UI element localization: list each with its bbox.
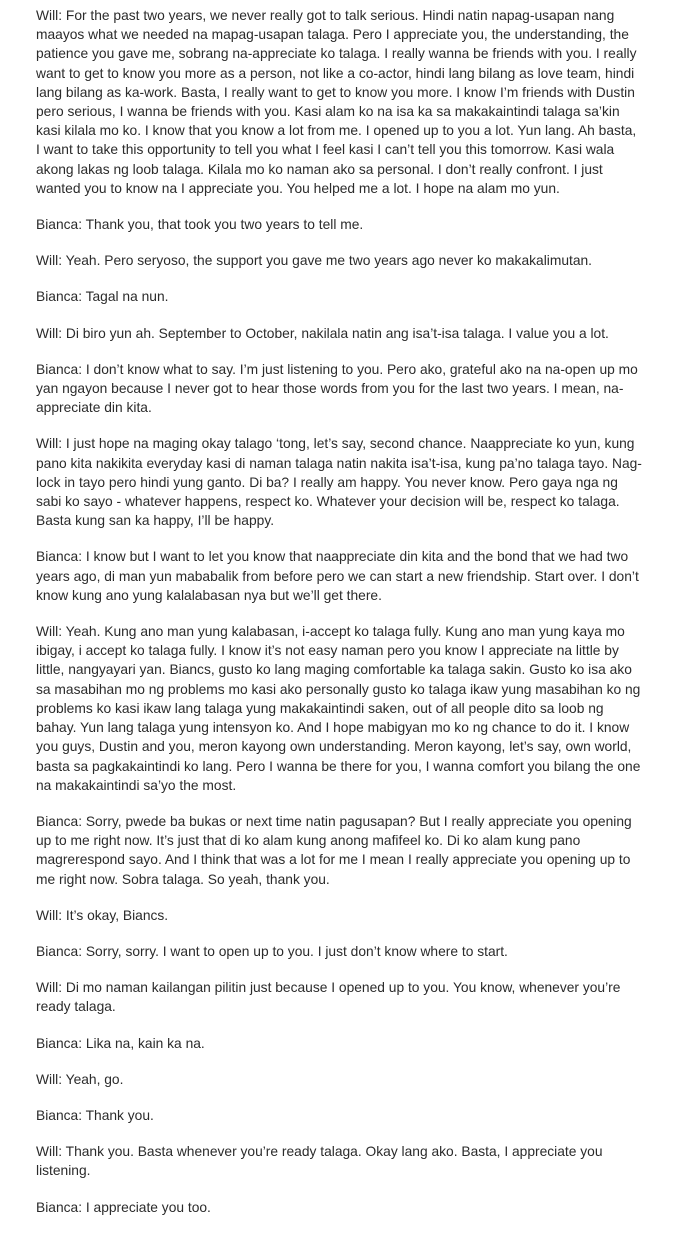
transcript-line: Will: It’s okay, Biancs.: [36, 907, 169, 923]
speaker-name: Bianca: [36, 1199, 79, 1215]
speaker-name: Bianca: [36, 289, 79, 305]
transcript-line: Will: I just hope na maging okay talago ‘tong, let’s say, second chance. Naappreciate ko yun, kung pano kita nakikita everyday kasi di naman talaga natin nakita isa’t-isa, kung pa’no talaga tayo. Nag-lock in tayo pero hindi yung ganto. Di ba? I really am happy. You never know. Pero gaya nga ng sabi ko sayo - whatever happens, respect ko. Whatever your decision will be, respect ko talaga. Basta kung san ka happy, I’ll be happy.: [36, 436, 642, 529]
speaker-name: Will: [36, 8, 59, 23]
speaker-name: Bianca: [36, 361, 79, 377]
transcript-line: Bianca: Lika na, kain ka na.: [36, 1035, 205, 1051]
line-text: Yeah. Kung ano man yung kalabasan, i-accept ko talaga fully. Kung ano man yung kaya mo ibigay, i accept ko talaga fully. I know it’s not easy naman pero you know I appreciate na little by little, nangyayari yan. Biancs, gusto ko lang maging comfortable ka talaga sakin. Gusto ko isa ako sa masabihan mo ng problems mo kasi ako personally gusto ko talaga ikaw yung masabihan ko ng problems ko kasi ikaw lang talaga yung makakaintindi saken, out of all people dito sa loob ng bahay. Yun lang talaga yung intensyon ko. And I hope mabigyan mo ko ng chance to do it. I know you guys, Dustin and you, meron kayong own understanding. Meron kayong, let’s say, own world, basta sa pagkakaintindi ko lang. Pero I wanna be there for you, I wanna comfort you bilang the one na makakaintindi sa’yo the most.: [36, 624, 641, 793]
transcript-line: Bianca: Sorry, sorry. I want to open up to you. I just don’t know where to start.: [36, 943, 508, 959]
transcript-line: Will: Thank you. Basta whenever you’re ready talaga. Okay lang ako. Basta, I appreciate you listening.: [36, 1144, 603, 1179]
speaker-name: Bianca: [36, 1035, 79, 1051]
line-text: I just hope na maging okay talago ‘tong, let’s say, second chance. Naappreciate ko yun, kung pano kita nakikita everyday kasi di naman talaga natin nakita isa’t-isa, kung pa’no talaga tayo. Nag-lock in tayo pero hindi yung ganto. Di ba? I really am happy. You never know. Pero gaya nga ng sabi ko sayo - whatever happens, respect ko. Whatever your decision will be, respect ko talaga. Basta kung san ka happy, I’ll be happy.: [36, 436, 642, 529]
speaker-name: Bianca: [36, 1107, 79, 1123]
speaker-name: Bianca: [36, 943, 79, 959]
transcript-line: Bianca: Sorry, pwede ba bukas or next time natin pagusapan? But I really appreciate you opening up to me right now. It’s just that di ko alam kung anong mafifeel ko. Di ko alam kung pano magrerespond sayo. And I think that was a lot for me I mean I really appreciate you opening up to me right now. Sobra talaga. So yeah, thank you.: [36, 813, 632, 887]
speaker-name: Bianca: [36, 549, 79, 565]
speaker-name: Will: [36, 253, 59, 269]
line-text: Thank you. Basta whenever you’re ready talaga. Okay lang ako. Basta, I appreciate you listening.: [36, 1144, 603, 1179]
speaker-name: Bianca: [36, 217, 79, 233]
line-text: Sorry, sorry. I want to open up to you. I just don’t know where to start.: [85, 943, 508, 959]
line-text: Sorry, pwede ba bukas or next time natin pagusapan? But I really appreciate you opening up to me right now. It’s just that di ko alam kung anong mafifeel ko. Di ko alam kung pano magrerespond sayo. And I think that was a lot for me I mean I really appreciate you opening up to me right now. Sobra talaga. So yeah, thank you.: [36, 813, 632, 887]
transcript-line: Bianca: I appreciate you too.: [36, 1199, 211, 1215]
speaker-name: Will: [36, 980, 59, 996]
line-text: Yeah. Pero seryoso, the support you gave me two years ago never ko makakalimutan.: [65, 253, 593, 269]
line-text: It’s okay, Biancs.: [65, 907, 169, 923]
transcript-document: [36, 6, 642, 1234]
speaker-name: Will: [36, 436, 59, 452]
speaker-name: Will: [36, 907, 59, 923]
line-text: Lika na, kain ka na.: [85, 1035, 205, 1051]
transcript-line: Bianca: Tagal na nun.: [36, 289, 169, 305]
speaker-name: Will: [36, 624, 59, 640]
speaker-name: Will: [36, 325, 59, 341]
transcript-line: Bianca: Thank you.: [36, 1107, 154, 1123]
line-text: Yeah, go.: [65, 1071, 124, 1087]
line-text: I don’t know what to say. I’m just listening to you. Pero ako, grateful ako na na-open up mo yan ngayon because I never got to hear those words from you for the last two years. I mean, na-appreciate din kita.: [36, 361, 638, 416]
speaker-name: Bianca: [36, 813, 79, 829]
transcript-line: Will: Di mo naman kailangan pilitin just because I opened up to you. You know, whenever you’re ready talaga.: [36, 980, 621, 1015]
transcript-line: Bianca: Thank you, that took you two years to tell me.: [36, 217, 364, 233]
transcript-line: Will: Yeah. Pero seryoso, the support you gave me two years ago never ko makakalimutan.: [36, 253, 593, 269]
speaker-name: Will: [36, 1071, 59, 1087]
line-text: Thank you.: [85, 1107, 154, 1123]
line-text: Di mo naman kailangan pilitin just because I opened up to you. You know, whenever you’re ready talaga.: [36, 980, 621, 1015]
transcript-line: Bianca: I don’t know what to say. I’m just listening to you. Pero ako, grateful ako na na-open up mo yan ngayon because I never got to hear those words from you for the last two years. I mean, na-appreciate din kita.: [36, 361, 638, 416]
transcript-line: Will: Di biro yun ah. September to October, nakilala natin ang isa’t-isa talaga. I value you a lot.: [36, 325, 609, 341]
line-text: For the past two years, we never really got to talk serious. Hindi natin napag-usapan nang maayos what we needed na mapag-usapan talaga. Pero I appreciate you, the understanding, the patience you gave me, sobrang na-appreciate ko talaga. I really wanna be friends with you. I really want to get to know you more as a person, not like a co-actor, hindi lang bilang as love team, hindi lang bilang as ka-work. Basta, I really want to get to know you more. I know I’m friends with Dustin pero serious, I wanna be friends with you. Kasi alam ko na isa ka sa makakaintindi talaga sa’kin kasi kilala mo ko. I know that you know a lot from me. I opened up to you a lot. Yun lang. Ah basta, I want to take this opportunity to tell you what I feel kasi I can’t tell you this tomorrow. Kasi wala akong lakas ng loob talaga. Kilala mo ko naman ako sa personal. I don’t really confront. I just wanted you to know na I appreciate you. You helped me a lot. I hope na alam mo yun.: [36, 8, 637, 196]
line-text: Thank you, that took you two years to tell me.: [85, 217, 364, 233]
line-text: Tagal na nun.: [85, 289, 169, 305]
transcript-line: Will: For the past two years, we never really got to talk serious. Hindi natin napag-usapan nang maayos what we needed na mapag-usapan talaga. Pero I appreciate you, the understanding, the patience you gave me, sobrang na-appreciate ko talaga. I really wanna be friends with you. I really want to get to know you more as a person, not like a co-actor, hindi lang bilang as love team, hindi lang bilang as ka-work. Basta, I really want to get to know you more. I know I’m friends with Dustin pero serious, I wanna be friends with you. Kasi alam ko na isa ka sa makakaintindi talaga sa’kin kasi kilala mo ko. I know that you know a lot from me. I opened up to you a lot. Yun lang. Ah basta, I want to take this opportunity to tell you what I feel kasi I can’t tell you this tomorrow. Kasi wala akong lakas ng loob talaga. Kilala mo ko naman ako sa personal. I don’t really confront. I just wanted you to know na I appreciate you. You helped me a lot. I hope na alam mo yun.: [36, 8, 637, 196]
line-text: I know but I want to let you know that naappreciate din kita and the bond that we had two years ago, di man yun mababalik from before pero we can start a new friendship. Start over. I don’t know kung ano yung kalalabasan nya but we’ll get there.: [36, 549, 639, 603]
line-text: I appreciate you too.: [85, 1199, 211, 1215]
speaker-name: Will: [36, 1144, 59, 1160]
line-text: Di biro yun ah. September to October, nakilala natin ang isa’t-isa talaga. I value you a lot.: [65, 325, 609, 341]
transcript-line: Will: Yeah. Kung ano man yung kalabasan, i-accept ko talaga fully. Kung ano man yung kaya mo ibigay, i accept ko talaga fully. I know it’s not easy naman pero you know I appreciate na little by little, nangyayari yan. Biancs, gusto ko lang maging comfortable ka talaga sakin. Gusto ko isa ako sa masabihan mo ng problems mo kasi ako personally gusto ko talaga ikaw yung masabihan ko ng problems ko kasi ikaw lang talaga yung makakaintindi saken, out of all people dito sa loob ng bahay. Yun lang talaga yung intensyon ko. And I hope mabigyan mo ko ng chance to do it. I know you guys, Dustin and you, meron kayong own understanding. Meron kayong, let’s say, own world, basta sa pagkakaintindi ko lang. Pero I wanna be there for you, I wanna comfort you bilang the one na makakaintindi sa’yo the most.: [36, 624, 641, 793]
transcript-line: Will: Yeah, go.: [36, 1071, 124, 1087]
transcript-line: Bianca: I know but I want to let you know that naappreciate din kita and the bond that we had two years ago, di man yun mababalik from before pero we can start a new friendship. Start over. I don’t know kung ano yung kalalabasan nya but we’ll get there.: [36, 549, 639, 603]
